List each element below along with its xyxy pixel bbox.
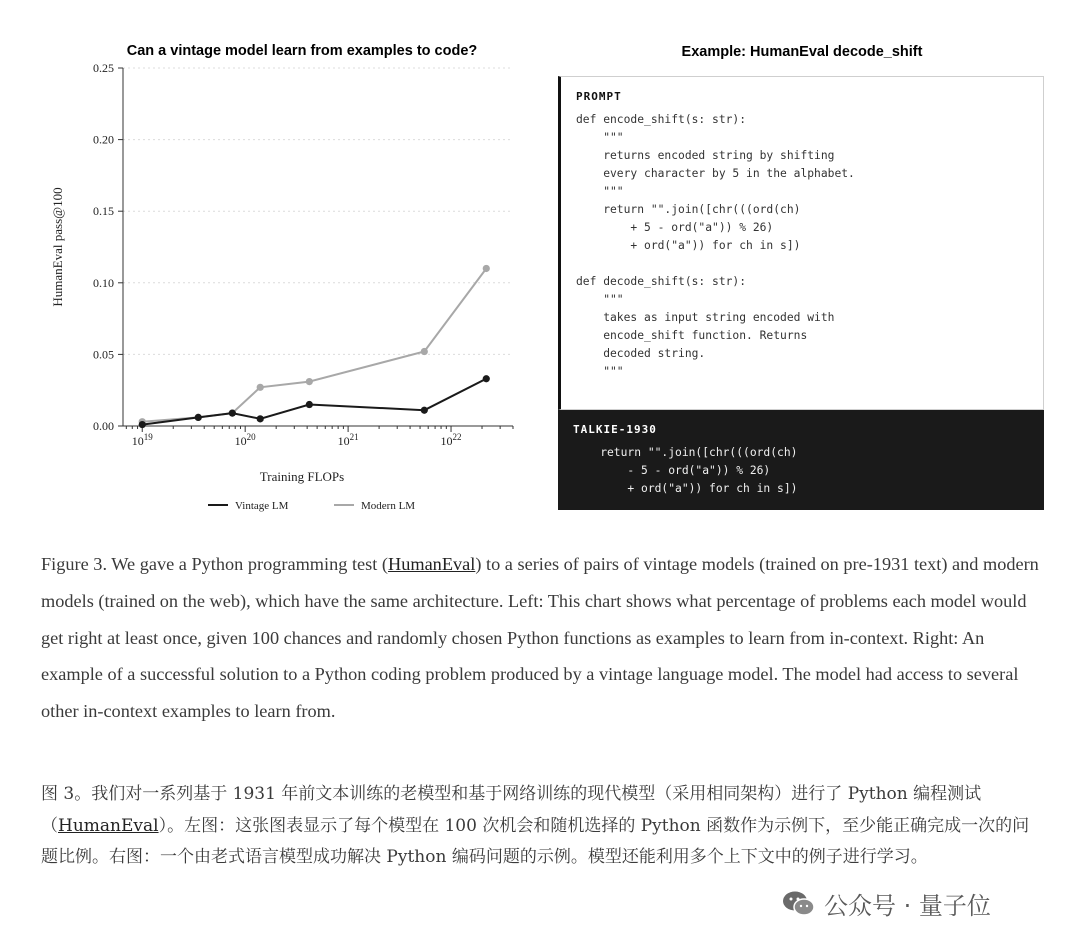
x-tick-label: $10^{21}$ bbox=[337, 432, 359, 448]
chart-title: Can a vintage model learn from examples to code? bbox=[126, 43, 478, 59]
caption-zh-text-start: 图 3。我们对一系列基于 1931 年前文本训练的老模型和基于网络训练的现代模型（采用相同架构）进行了 Python 编程测试（ bbox=[41, 784, 982, 836]
talkie-label: TALKIE-1930 bbox=[573, 423, 657, 436]
modern-lm-point bbox=[483, 265, 490, 272]
vintage-lm-point bbox=[229, 410, 236, 417]
vintage-lm-point bbox=[195, 414, 202, 421]
humaneval-link[interactable]: HumanEval bbox=[388, 554, 476, 574]
y-tick-label: 0.05 bbox=[93, 347, 114, 362]
caption-en-text-end: ) to a series of pairs of vintage models (trained on pre-1931 text) and modern models (trained on the web), which have the same architecture. Left: This chart shows what percentage of problems each model would get right at least once, given 100 chances and randomly chosen Python functions as examples to learn from in-context. Right: An example of a successful solution to a Python coding problem produced by a vintage language model. The model had access to several other in-context examples to learn from. bbox=[41, 554, 1039, 722]
vintage-lm-point bbox=[483, 375, 490, 382]
x-tick-label: $10^{22}$ bbox=[440, 432, 462, 448]
modern-lm-point bbox=[306, 378, 313, 385]
prompt-panel bbox=[558, 76, 1044, 410]
vintage-lm-point bbox=[139, 421, 146, 428]
watermark bbox=[778, 884, 995, 923]
vintage-lm-line bbox=[142, 379, 486, 425]
humaneval-link-zh[interactable]: HumanEval bbox=[58, 815, 159, 836]
y-tick-label: 0.00 bbox=[93, 419, 114, 433]
y-tick-label: 0.20 bbox=[93, 132, 114, 147]
x-axis-label: Training FLOPs bbox=[259, 469, 345, 484]
vintage-lm-point bbox=[421, 407, 428, 414]
prompt-code: def encode_shift(s: str): """ returns encoded string by shifting every character by 5 in the alphabet. """ return "".join([chr(((ord(ch) + 5 - ord("a")) % 26) + ord("a")) for ch in s]) def decode_shift(s: str): """ takes as input string encoded with encode_shift function. Returns decoded string. """ bbox=[576, 113, 855, 378]
y-tick-label: 0.15 bbox=[93, 204, 114, 219]
vintage-lm-point bbox=[306, 401, 313, 408]
modern-lm-point bbox=[421, 348, 428, 355]
modern-lm-point bbox=[257, 384, 264, 391]
y-tick-label: 0.25 bbox=[93, 61, 114, 75]
figure-caption-chinese bbox=[41, 779, 1046, 874]
y-tick-label: 0.10 bbox=[93, 275, 114, 290]
vintage-lm-legend-label: Vintage LM bbox=[235, 500, 289, 512]
pass-at-100-line-chart bbox=[40, 36, 530, 516]
caption-en-text-start: Figure 3. We gave a Python programming test ( bbox=[41, 554, 388, 574]
example-title: Example: HumanEval decode_shift bbox=[681, 44, 923, 60]
modern-lm-legend-label: Modern LM bbox=[361, 500, 416, 512]
vintage-lm-point bbox=[257, 415, 264, 422]
x-tick-label: $10^{20}$ bbox=[234, 432, 256, 448]
modern-lm-line bbox=[142, 269, 486, 422]
x-tick-label: $10^{19}$ bbox=[131, 432, 153, 448]
talkie-panel bbox=[558, 410, 1044, 510]
y-axis-label: HumanEval pass@100 bbox=[50, 187, 65, 307]
figure-caption-english bbox=[41, 546, 1041, 730]
prompt-label: PROMPT bbox=[576, 90, 622, 103]
talkie-code: return "".join([chr(((ord(ch) - 5 - ord("a")) % 26) + ord("a")) for ch in s]) bbox=[600, 446, 798, 495]
caption-zh-text-end: ）。左图：这张图表显示了每个模型在 100 次机会和随机选择的 Python 函数作为示例下，至少能正确完成一次的问题比例。右图：一个由老式语言模型成功解决 Python 编码问题的示例。模型还能利用多个上下文中的例子进行学习。 bbox=[41, 815, 1030, 867]
wechat-icon bbox=[782, 890, 816, 918]
watermark-text: 公众号 · 量子位 bbox=[824, 892, 991, 920]
